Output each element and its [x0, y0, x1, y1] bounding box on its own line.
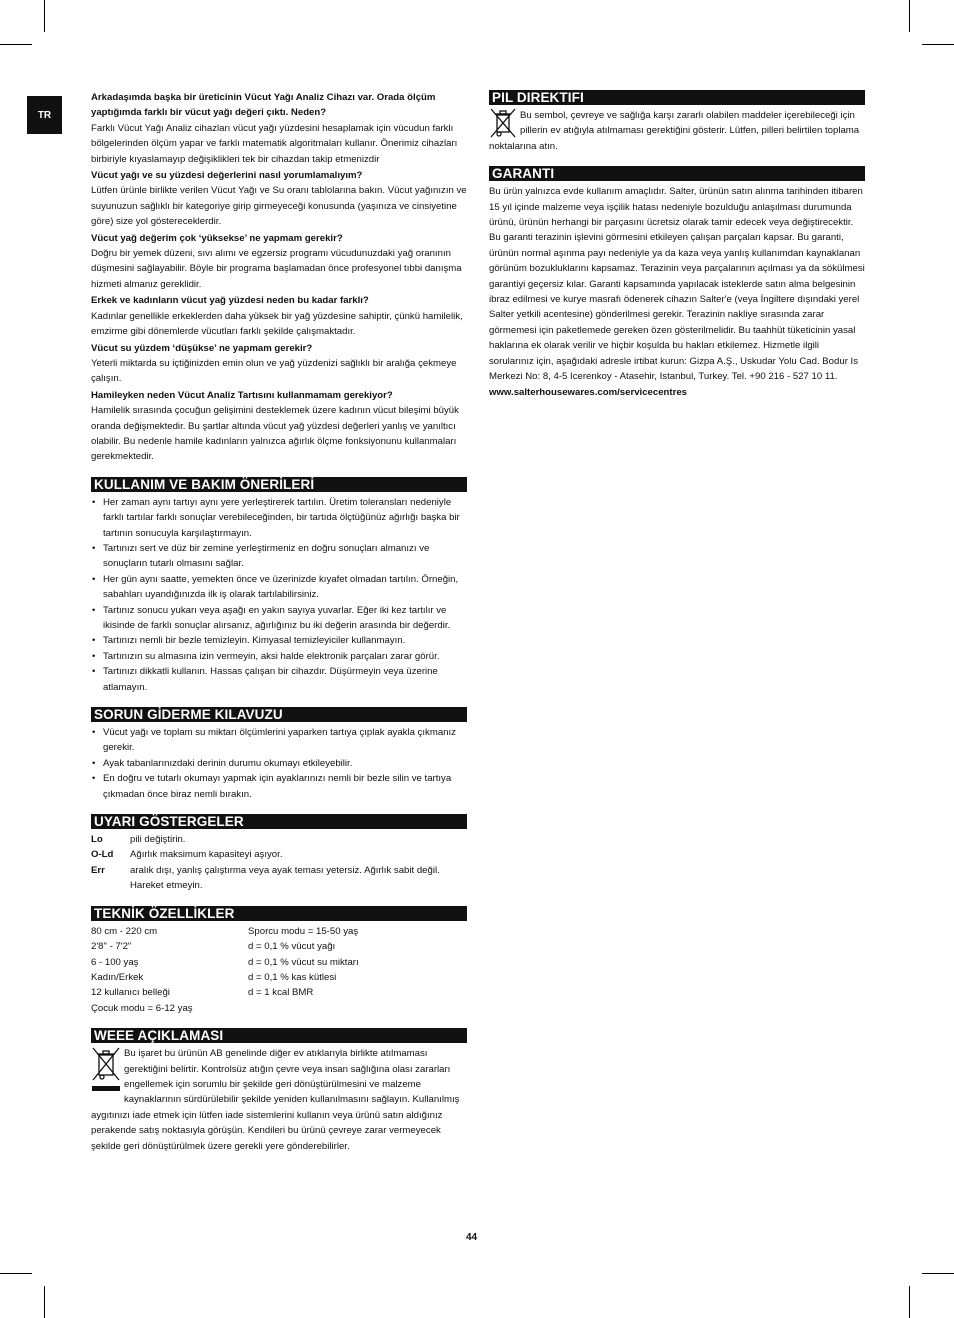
- battery-text: Bu sembol, çevreye ve sağlığa karşı zararlı olabilen maddeler içerebileceği için pillerin ev atığıyla atılmaması gerektiğini gösterir. Lütfen, pilleri belirtilen toplama noktalarına atın.: [489, 110, 860, 152]
- warranty-heading: GARANTI: [489, 166, 865, 181]
- faq-question: Vücut su yüzdem ‘düşükse’ ne yapmam gerekir?: [91, 342, 313, 354]
- care-heading: KULLANIM VE BAKIM ÖNERİLERİ: [91, 477, 467, 492]
- list-item: • Tartınızın su almasına izin vermeyin, aksi halde elektronik parçaları zarar görür.: [91, 649, 467, 664]
- crossed-bin-icon: [91, 1046, 121, 1094]
- weee-block: [91, 1046, 467, 1154]
- care-list: [91, 495, 467, 695]
- spec-line: Kadın/Erkek: [91, 971, 144, 983]
- crop-mark: [0, 1273, 32, 1274]
- faq-question: Vücut yağı ve su yüzdesi değerlerini nasıl yorumlamalıyım?: [91, 170, 363, 182]
- indicator-row: [91, 832, 467, 847]
- faq-question: Hamileyken neden Vücut Analiz Tartısını kullanmamam gerekiyor?: [91, 389, 393, 401]
- specs-left-column: [91, 924, 248, 1016]
- faq-item: [91, 341, 467, 387]
- faq-answer: Hamilelik sırasında çocuğun gelişimini desteklemek üzere kadının vücut bileşimi büyük oranda değişmektedir. Bu şartlar altında vücut yağ yüzdesi değerleri yanlış ve yanıltıcı olabilir. Bu nedenle hamile kadınların yalnızca ağırlık ölçme fonksiyonunu kullanmaları gerekmektedir.: [91, 405, 459, 463]
- spec-line: d = 0,1 % vücut yağı: [248, 941, 336, 953]
- service-link[interactable]: www.salterhousewares.com/servicecentres: [489, 386, 688, 398]
- faq-item: [91, 168, 467, 230]
- faq-item: [91, 388, 467, 465]
- spec-line: Çocuk modu = 6-12 yaş: [91, 1002, 193, 1014]
- indicator-description: pili değiştirin.: [130, 834, 186, 846]
- left-column: [91, 90, 467, 1154]
- spec-line: d = 1 kcal BMR: [248, 987, 314, 999]
- spec-line: d = 0,1 % vücut su miktarı: [248, 956, 359, 968]
- crop-mark: [44, 1286, 45, 1318]
- indicator-code: Lo: [91, 834, 103, 846]
- list-item: • Tartınızı sert ve düz bir zemine yerleştirmeniz en doğru sonuçları almanızı ve sonuçların tutarlı olmasını sağlar.: [91, 541, 467, 572]
- faq-answer: Doğru bir yemek düzeni, sıvı alımı ve egzersiz programı vücudunuzdaki yağ oranının düşmesini sağlayabilir. Böyle bir programa başlamadan önce profesyonel tıbbi danışma hizmeti almanız gereklidir.: [91, 248, 462, 290]
- faq-answer: Kadınlar genellikle erkeklerden daha yüksek bir yağ yüzdesine sahiptir, çünkü hamilelik, emzirme gibi dönemlerde vücutları farklı şekilde çalışmaktadır.: [91, 310, 463, 338]
- spec-line: 12 kullanıcı belleği: [91, 987, 170, 999]
- battery-block: [489, 108, 865, 154]
- crop-mark: [44, 0, 45, 32]
- list-item: • Tartınız sonucu yukarı veya aşağı en yakın sayıya yuvarlar. Eğer iki kez tartılır ve ikisinde de farklı sonuçlar alırsanız, ağırlığınız bu iki değerin arasında bir değerdir.: [91, 603, 467, 634]
- faq-answer: Lütfen ürünle birlikte verilen Vücut Yağı ve Su oranı tablolarına bakın. Vücut yağınızın ve suyunuzun sağlıklı bir kategoriye girip girmeyeceği konusunda (yaşınıza ve cinsiyetine göre) size yol göstereceklerdir.: [91, 185, 467, 228]
- troubleshooting-list: [91, 725, 467, 802]
- faq-question: Erkek ve kadınların vücut yağ yüzdesi neden bu kadar farklı?: [91, 295, 369, 307]
- faq-question: Vücut yağ değerim çok ‘yüksekse’ ne yapmam gerekir?: [91, 232, 343, 244]
- specs-table: [91, 924, 467, 1016]
- spec-line: 80 cm - 220 cm: [91, 925, 158, 937]
- indicator-code: Err: [91, 864, 105, 876]
- weee-text: Bu işaret bu ürünün AB genelinde diğer ev atıklarıyla birlikte atılmaması gerektiğini belirtir. Kontrolsüz atığın çevre veya insan sağlığına olası zararları engellemek için sorumlu bir şekilde geri dönüştürülmesini ve malzeme kaynaklarının sürdürülebilir şekilde yeniden kullanılmasını sağlayın. Kullanılmış aygıtınızı iade etmek için lütfen iade sistemlerini kullanın veya ürünü satın aldığınız perakende satış noktasıyla görüşün. Kendileri bu ürünü çevreye zarar vermeyecek şekilde geri dönüştürülmek üzere gerekli yere gönderebilirler.: [91, 1048, 460, 1152]
- list-item: • Tartınızı dikkatli kullanın. Hassas çalışan bir cihazdır. Düşürmeyin veya üzerine atlamayın.: [91, 664, 467, 695]
- page-number: 44: [466, 1232, 478, 1243]
- indicator-row: [91, 863, 467, 894]
- spec-line: 2'8" - 7'2": [91, 941, 132, 953]
- language-tab: TR: [27, 96, 62, 134]
- battery-heading: PIL DIREKTIFI: [489, 90, 865, 105]
- specs-right-column: [248, 924, 467, 1016]
- indicator-description: aralık dışı, yanlış çalıştırma veya ayak teması yetersiz. Ağırlık sabit değil. Hareket etmeyin.: [130, 864, 440, 892]
- specs-heading: TEKNİK ÖZELLİKLER: [91, 906, 467, 921]
- indicators-heading: UYARI GÖSTERGELER: [91, 814, 467, 829]
- crop-mark: [0, 44, 32, 45]
- indicator-row: [91, 847, 467, 862]
- faq-item: [91, 293, 467, 339]
- crop-mark: [922, 1273, 954, 1274]
- crop-mark: [909, 0, 910, 32]
- indicator-description: Ağırlık maksimum kapasiteyi aşıyor.: [130, 849, 283, 861]
- faq-question: Arkadaşımda başka bir üreticinin Vücut Yağı Analiz Cihazı var. Orada ölçüm yaptığımda farklı bir vücut yağı değeri çıktı. Neden?: [91, 92, 436, 119]
- list-item: • Her gün aynı saatte, yemekten önce ve üzerinizde kıyafet olmadan tartılın. Örneğin, sabahları uyandığınızda ilk iş olarak tartılabilirsiniz.: [91, 572, 467, 603]
- list-item: • Ayak tabanlarınızdaki derinin durumu okumayı etkileyebilir.: [91, 756, 467, 771]
- list-item: • Vücut yağı ve toplam su miktarı ölçümlerini yaparken tartıya çıplak ayakla çıkmanız gerekir.: [91, 725, 467, 756]
- spec-line: 6 - 100 yaş: [91, 956, 139, 968]
- faq-section: [91, 90, 467, 465]
- crop-mark: [922, 44, 954, 45]
- faq-answer: Yeterli miktarda su içtiğinizden emin olun ve yağ yüzdenizi sağlıklı bir aralığa çekmeye çalışın.: [91, 357, 457, 385]
- list-item: • Tartınızı nemli bir bezle temizleyin. Kimyasal temizleyiciler kullanmayın.: [91, 633, 467, 648]
- crop-mark: [909, 1286, 910, 1318]
- warranty-text: Bu ürün yalnızca evde kullanım amaçlıdır. Salter, ürünün satın alınma tarihinden itibaren 15 yıl içinde malzeme veya işçilik hatası nedeniyle bozulduğu anlaşılması durumunda ürünü, ürünün herhangi bir parçasını ücretsiz olarak tamir edecek veya değiştirecektir. Bu garanti terazinin işlevini görmesini etkileyen çalışan parçaları kapsar. Bu garanti, ürünün normal aşınma payı nedeniyle ya da kaza veya yanlış kullanımdan kaynaklanan görünüm bozukluklarını kapsamaz. Terazinin veya parçalarının açılması ya da sökülmesi garantiyi geçersiz kılar. Garanti kapsamında yapılacak isteklerde satın alma belgesinin ibraz edilmesi ve kurye masrafı ödenerek cihazın Salter'e (veya İngiltere dışındaki yerel Salter yetkili acentesine) gönderilmesi gerekir. Terazinin nakliye sırasında zarar görmemesi için paketlemede gereken özen gösterilmelidir. Bu taahhüt tüketicinin yasal haklarına ek olarak verilir ve hiçbir koşulda bu hakları etkilemez. Hizmetle ilgili sorularınız için, aşağıdaki adresle irtibat kurun: Gizpa A.Ş., Uskudar Yolu Cad. Bodur Is Merkezi No: 8, 4-5 Icerenkoy - Atasehir, Istanbul, Turkey. Tel. +90 216 - 527 10 11.: [489, 186, 865, 383]
- crossed-bin-icon: [489, 108, 517, 138]
- indicators-list: [91, 832, 467, 894]
- list-item: • En doğru ve tutarlı okumayı yapmak için ayaklarınızı nemli bir bezle silin ve tartıya çıkmadan önce biraz nemli bırakın.: [91, 771, 467, 802]
- spec-line: d = 0,1 % kas kütlesi: [248, 971, 337, 983]
- indicator-code: O-Ld: [91, 849, 114, 861]
- faq-item: [91, 90, 467, 167]
- weee-heading: WEEE AÇIKLAMASI: [91, 1028, 467, 1043]
- troubleshooting-heading: SORUN GİDERME KILAVUZU: [91, 707, 467, 722]
- faq-item: [91, 231, 467, 293]
- faq-answer: Farklı Vücut Yağı Analiz cihazları vücut yağı yüzdesini hesaplamak için vücudun farklı bölgelerinden ölçüm yapar ve farklı matematik algoritmaları kullanır. Önerimiz cihazları birbiriyle kıyaslamayıp değişiklikleri tek bir cihazdan takip etmenizdir: [91, 122, 458, 165]
- list-item: • Her zaman aynı tartıyı aynı yere yerleştirerek tartılın. Üretim toleransları nedeniyle farklı tartılar farklı sonuçlar verebileceğinden, bir tartıda ölçtüğünüz ağırlığı başka bir tartının sonucuyla karşılaştırmayın.: [91, 495, 467, 541]
- spec-line: Sporcu modu = 15-50 yaş: [248, 925, 359, 937]
- right-column: [489, 90, 865, 400]
